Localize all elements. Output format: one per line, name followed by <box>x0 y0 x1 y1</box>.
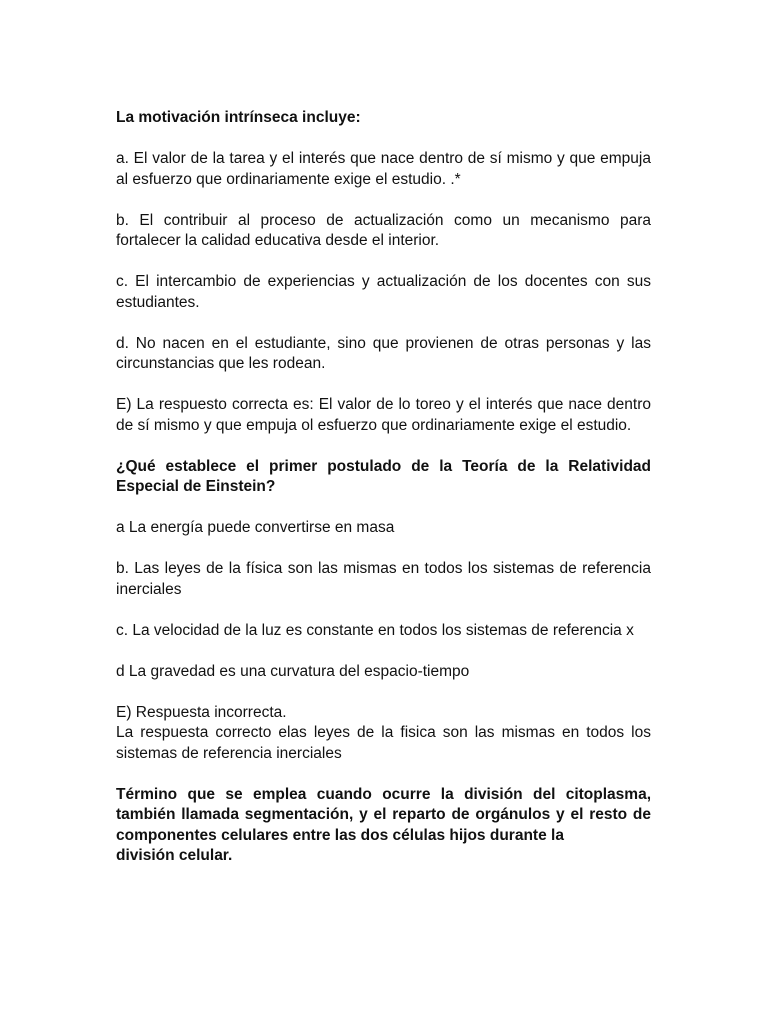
question-1-answer: E) La respuesto correcta es: El valor de lo toreo y el interés que nace dentro de sí mismo y que empuja ol esfuerzo que ordinariamente exige el estudio. <box>116 396 651 434</box>
question-2-option-d: d La gravedad es una curvatura del espacio-tiempo <box>116 662 470 680</box>
question-2-option-c: c. La velocidad de la luz es constante en todos los sistemas de referencia x <box>116 621 634 639</box>
question-1-title: La motivación intrínseca incluye: <box>116 109 361 126</box>
question-2-answer-correct: La respuesta correcto elas leyes de la fisica son las mismas en todos los sistemas de referencia inerciales <box>116 724 651 762</box>
question-3-title-continued: división celular. <box>116 847 233 864</box>
question-1-option-b: b. El contribuir al proceso de actualización como un mecanismo para fortalecer la calidad educativa desde el interior. <box>116 211 651 249</box>
question-2-option-a: a La energía puede convertirse en masa <box>116 519 395 536</box>
document-page <box>116 108 651 887</box>
question-1-option-d: d. No nacen en el estudiante, sino que provienen de otras personas y las circunstancias que les rodean. <box>116 334 651 372</box>
question-2-title: ¿Qué establece el primer postulado de la Teoría de la Relatividad Especial de Einstein? <box>116 457 651 495</box>
question-3-title: Término que se emplea cuando ocurre la división del citoplasma, también llamada segmentación, y el reparto de orgánulos y el resto de componentes celulares entre las dos células hijos durante la <box>116 785 651 844</box>
question-1-option-a: a. El valor de la tarea y el interés que nace dentro de sí mismo y que empuja al esfuerzo que ordinariamente exige el estudio. .* <box>116 150 651 188</box>
question-1-option-c: c. El intercambio de experiencias y actualización de los docentes con sus estudiantes. <box>116 273 651 311</box>
question-2-option-b: b. Las leyes de la física son las mismas en todos los sistemas de referencia inerciales <box>116 560 651 598</box>
question-2-answer-status: E) Respuesta incorrecta. <box>116 703 287 721</box>
